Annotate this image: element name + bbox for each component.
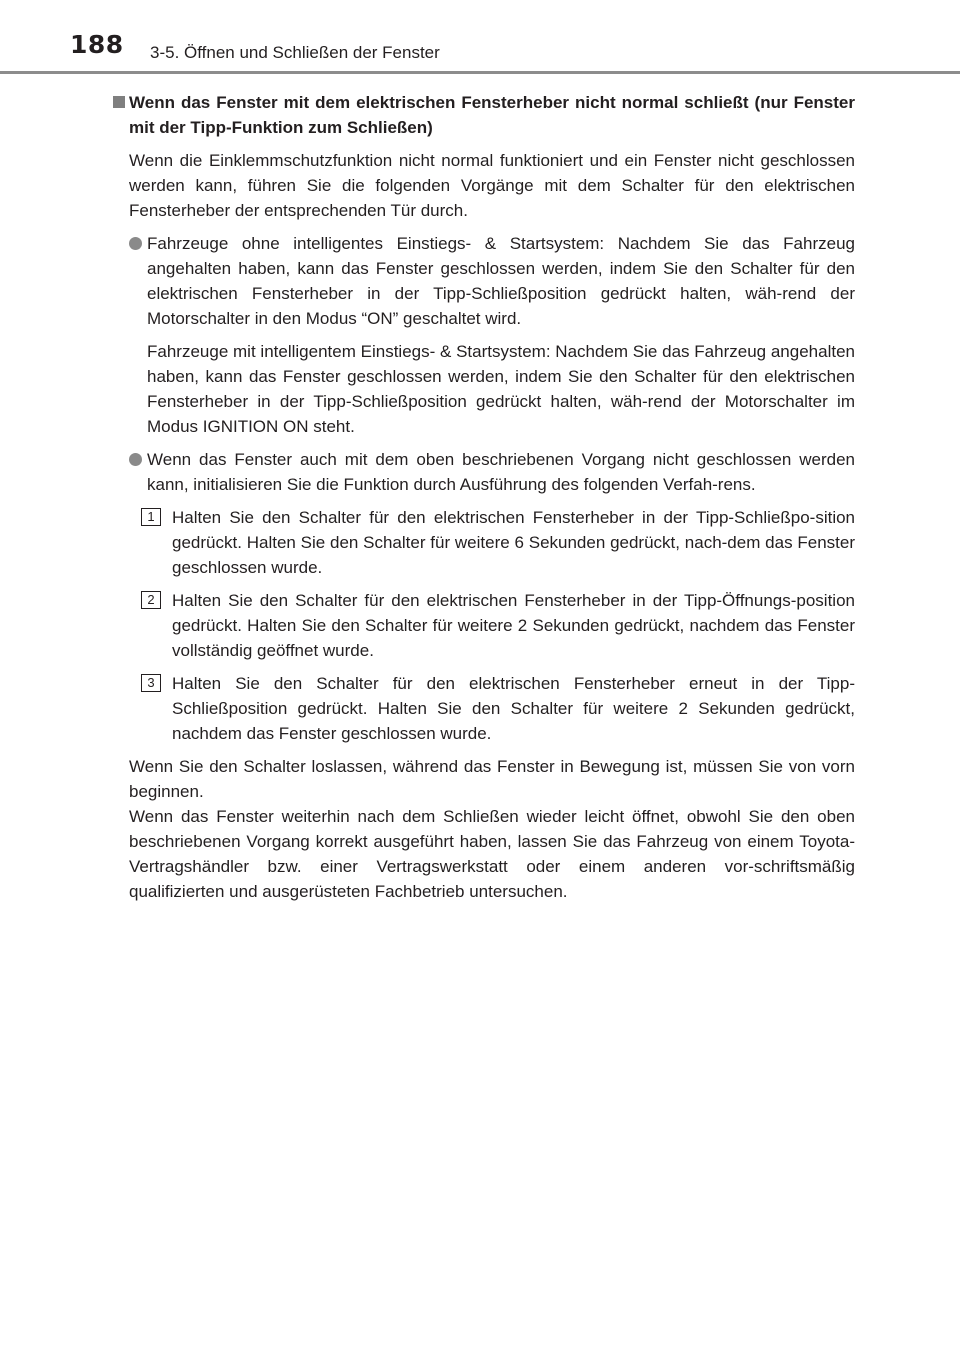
bullet-item [129,231,855,439]
header-divider [0,71,960,74]
subsection-heading [110,90,855,140]
step-number-badge: 2 [141,591,161,609]
step-number-badge: 3 [141,674,161,692]
circle-bullet-icon [129,237,142,250]
closing-paragraph: Wenn Sie den Schalter loslassen, während das Fenster in Bewegung ist, müssen Sie von vorn beginnen. [129,757,855,801]
step-text: Halten Sie den Schalter für den elektrischen Fensterheber erneut in der Tipp-Schließposition gedrückt. Halten Sie den Schalter für weitere 2 Sekunden gedrückt, nachdem das Fenster geschlossen wurde. [172,674,855,743]
square-bullet-icon [113,96,125,108]
bullet-text: Fahrzeuge ohne intelligentes Einstiegs- & Startsystem: Nachdem Sie das Fahrzeug angehalten haben, kann das Fenster geschlossen werden, indem Sie den Schalter für den elektrischen Fensterheber in der Tipp-Schließposition gedrückt halten, wäh-rend der Motorschalter in den Modus “ON” geschaltet wird. [147,234,855,328]
step-item [147,588,855,663]
page-number: 188 [70,30,124,59]
closing-paragraph: Wenn das Fenster weiterhin nach dem Schließen wieder leicht öffnet, obwohl Sie den oben beschriebenen Vorgang korrekt ausgeführt haben, lassen Sie das Fahrzeug von einem Toyota-Vertragshändler bzw. einer Vertragswerkstatt oder einem anderen vor-schriftsmäßig qualifizierten und ausgerüsteten Fachbetrieb untersuchen. [129,807,855,901]
step-text: Halten Sie den Schalter für den elektrischen Fensterheber in der Tipp-Schließpo-sition gedrückt. Halten Sie den Schalter für weitere 6 Sekunden gedrückt, nach-dem das Fenster geschlossen wurde. [172,508,855,577]
closing-notes [129,754,855,904]
bullet-continuation-text: Fahrzeuge mit intelligentem Einstiegs- & Startsystem: Nachdem Sie das Fahrzeug angehalten haben, kann das Fenster geschlossen werden, indem Sie den Schalter für den elektrischen Fensterheber in der Tipp-Schließposition gedrückt halten, wäh-rend der Motorschalter im Modus IGNITION ON steht. [147,342,855,436]
section-title: 3-5. Öffnen und Schließen der Fenster [150,43,440,62]
step-text: Halten Sie den Schalter für den elektrischen Fensterheber in der Tipp-Öffnungs-position gedrückt. Halten Sie den Schalter für weitere 2 Sekunden gedrückt, nachdem das Fenster vollständig geöffnet wurde. [172,591,855,660]
subsection-heading-text: Wenn das Fenster mit dem elektrischen Fensterheber nicht normal schließt (nur Fenster mit der Tipp-Funktion zum Schließen) [129,93,855,137]
bullet-text: Wenn das Fenster auch mit dem oben beschriebenen Vorgang nicht geschlossen werden kann, initialisieren Sie die Funktion durch Ausführung des folgenden Verfah-rens. [147,450,855,494]
step-item [147,505,855,580]
step-item [147,671,855,746]
intro-paragraph: Wenn die Einklemmschutzfunktion nicht normal funktioniert und ein Fenster nicht geschlossen werden kann, führen Sie die folgenden Vorgänge mit dem Schalter für den elektrischen Fensterheber der entsprechenden Tür durch. [129,151,855,220]
page-content [110,90,855,904]
page-header [0,0,960,78]
circle-bullet-icon [129,453,142,466]
step-number-badge: 1 [141,508,161,526]
bullet-item [129,447,855,497]
